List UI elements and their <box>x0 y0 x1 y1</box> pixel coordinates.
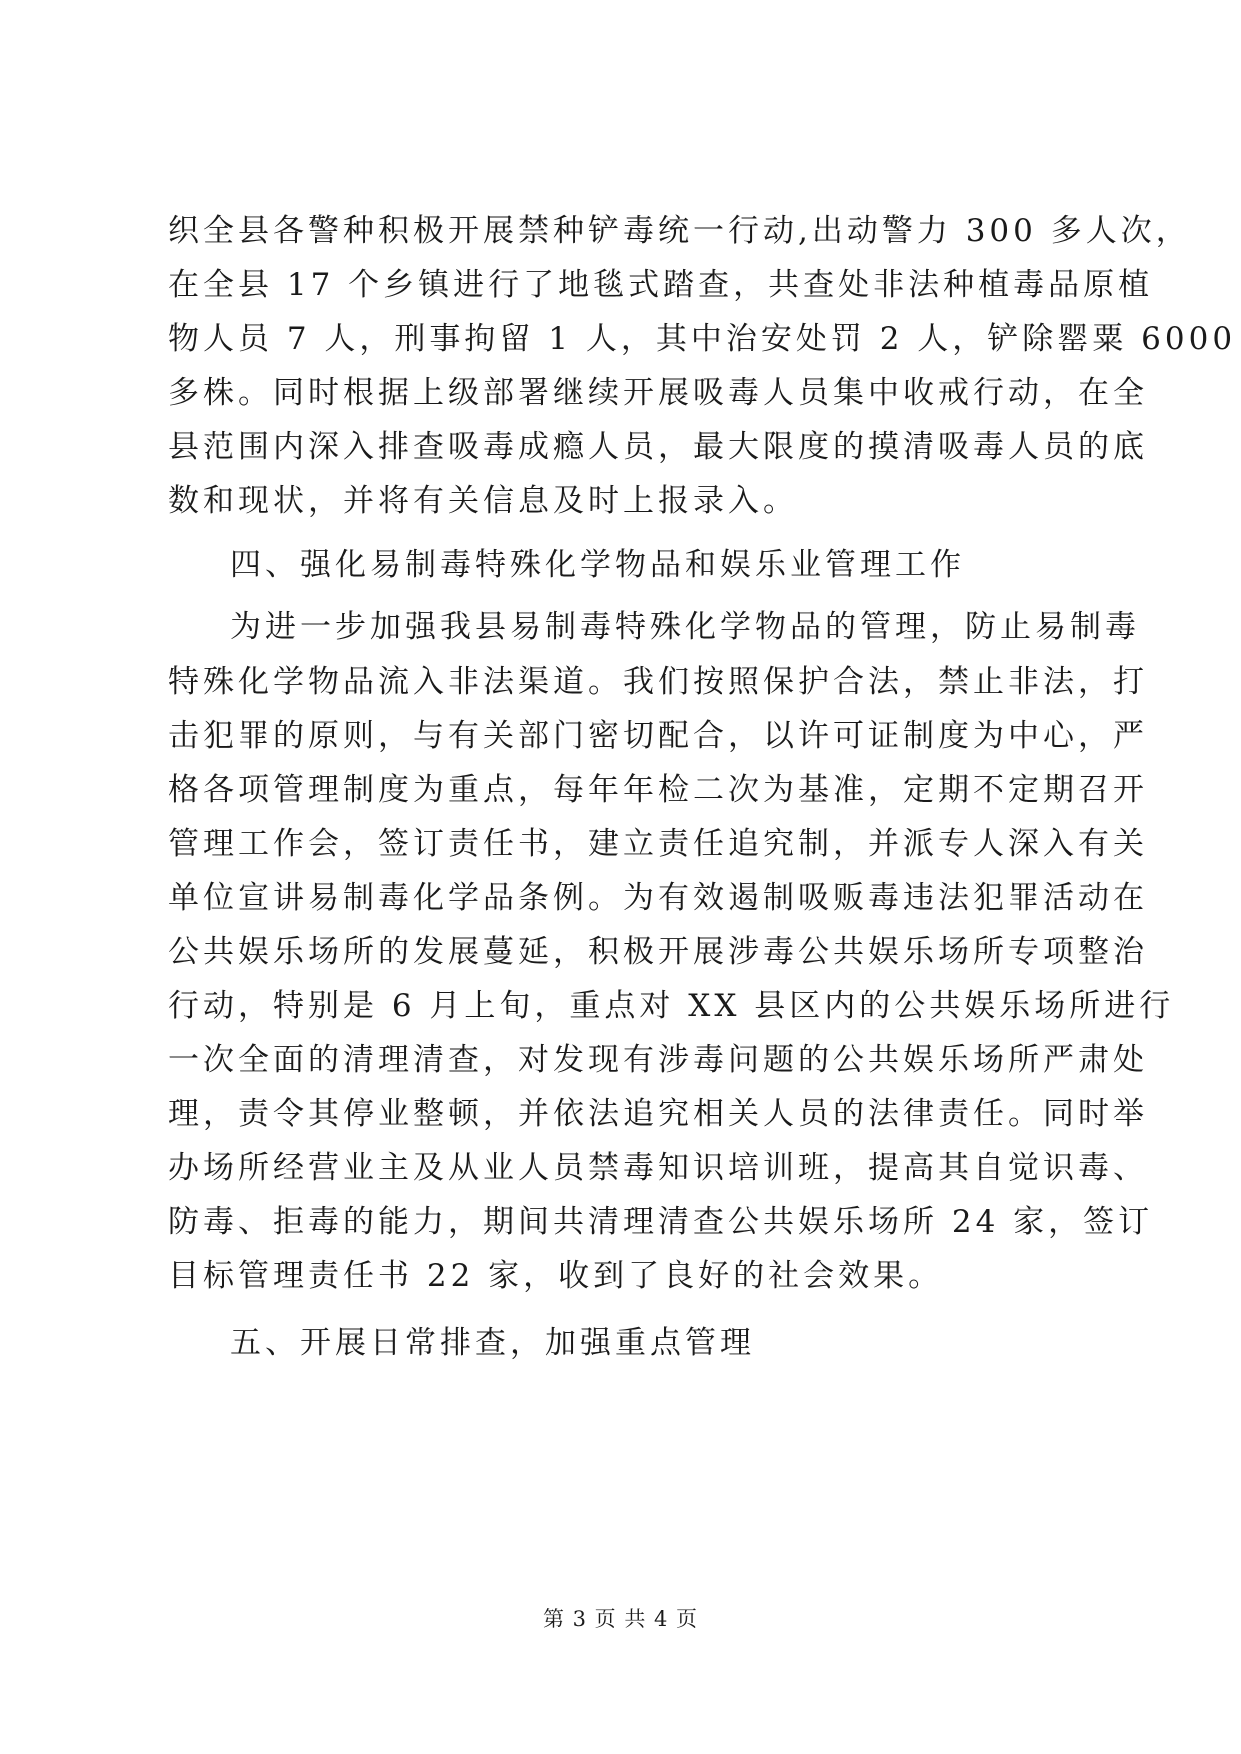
section-heading: 五、开展日常排查，加强重点管理 <box>230 1325 755 1361</box>
text-line: 一次全面的清理清查，对发现有涉毒问题的公共娱乐场所严肃处 <box>168 1042 1148 1078</box>
text-line: 防毒、拒毒的能力，期间共清理清查公共娱乐场所 24 家，签订 <box>168 1204 1154 1240</box>
text-line: 县范围内深入排查吸毒成瘾人员，最大限度的摸清吸毒人员的底 <box>168 429 1148 465</box>
text-line: 单位宣讲易制毒化学品条例。为有效遏制吸贩毒违法犯罪活动在 <box>168 880 1148 916</box>
text-line: 物人员 7 人，刑事拘留 1 人，其中治安处罚 2 人，铲除罂粟 6000 <box>168 321 1237 357</box>
text-line: 办场所经营业主及从业人员禁毒知识培训班，提高其自觉识毒、 <box>168 1150 1148 1186</box>
text-line: 特殊化学物品流入非法渠道。我们按照保护合法，禁止非法，打 <box>168 664 1148 700</box>
text-line: 数和现状，并将有关信息及时上报录入。 <box>168 483 798 519</box>
text-line: 管理工作会，签订责任书，建立责任追究制，并派专人深入有关 <box>168 826 1148 862</box>
text-line: 目标管理责任书 22 家，收到了良好的社会效果。 <box>168 1258 944 1294</box>
text-line: 理，责令其停业整顿，并依法追究相关人员的法律责任。同时举 <box>168 1096 1148 1132</box>
text-line: 在全县 17 个乡镇进行了地毯式踏查，共查处非法种植毒品原植 <box>168 267 1154 303</box>
text-line: 格各项管理制度为重点，每年年检二次为基准，定期不定期召开 <box>168 772 1148 808</box>
page-number-footer: 第 3 页 共 4 页 <box>542 1607 699 1631</box>
text-line: 击犯罪的原则，与有关部门密切配合，以许可证制度为中心，严 <box>168 718 1148 754</box>
text-line: 为进一步加强我县易制毒特殊化学物品的管理，防止易制毒 <box>230 609 1140 645</box>
text-line: 公共娱乐场所的发展蔓延，积极开展涉毒公共娱乐场所专项整治 <box>168 934 1148 970</box>
text-line: 织全县各警种积极开展禁种铲毒统一行动,出动警力 300 多人次， <box>168 213 1191 249</box>
text-line: 行动，特别是 6 月上旬，重点对 XX 县区内的公共娱乐场所进行 <box>168 988 1175 1024</box>
text-line: 多株。同时根据上级部署继续开展吸毒人员集中收戒行动，在全 <box>168 375 1148 411</box>
section-heading: 四、强化易制毒特殊化学物品和娱乐业管理工作 <box>230 547 965 583</box>
